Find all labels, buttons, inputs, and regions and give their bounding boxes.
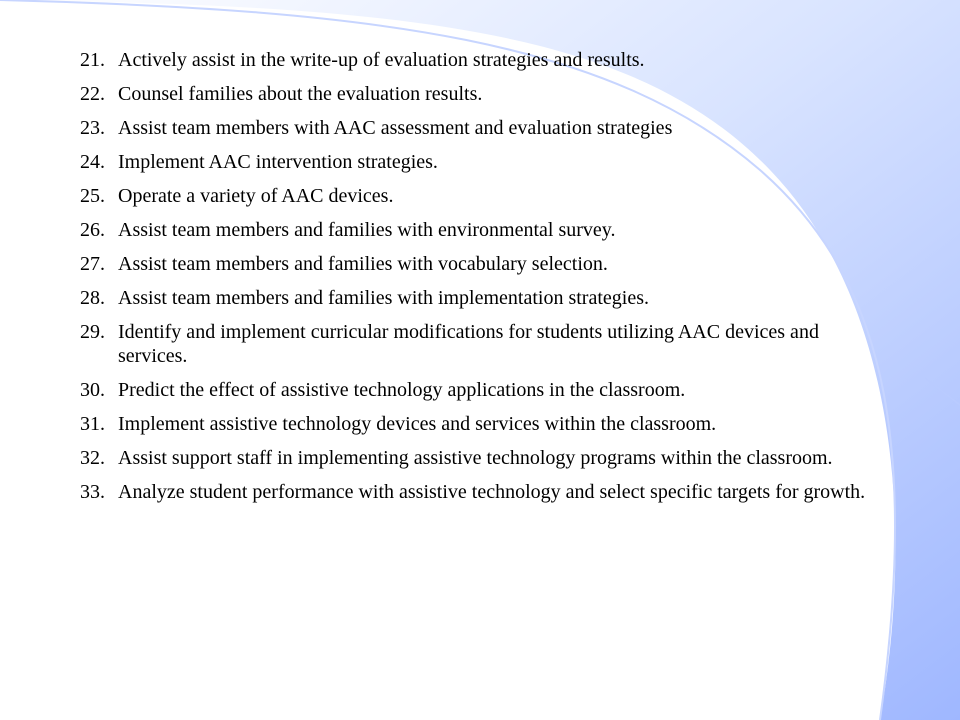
item-text: Assist team members and families with implementation strategies. [118, 287, 649, 309]
item-number: 22. [80, 83, 105, 105]
list-item [80, 116, 880, 140]
item-text: Assist team members and families with environmental survey. [118, 219, 616, 241]
item-number: 30. [80, 379, 105, 401]
item-number: 29. [80, 321, 105, 343]
list-item [80, 252, 880, 276]
list-item [80, 286, 880, 310]
item-number: 33. [80, 481, 105, 503]
item-number: 31. [80, 413, 105, 435]
item-text: Operate a variety of AAC devices. [118, 185, 394, 207]
list-item [80, 218, 880, 242]
item-text: Implement AAC intervention strategies. [118, 151, 438, 173]
item-text: Predict the effect of assistive technology applications in the classroom. [118, 379, 686, 401]
item-text: Assist team members with AAC assessment and evaluation strategies [118, 117, 673, 139]
item-text: Counsel families about the evaluation results. [118, 83, 483, 105]
item-text: Implement assistive technology devices and services within the classroom. [118, 413, 717, 435]
item-text: Identify and implement curricular modifications for students utilizing AAC devices and services. [118, 321, 819, 367]
list-item [80, 82, 880, 106]
list-item [80, 320, 880, 368]
item-text: Assist team members and families with vocabulary selection. [118, 253, 608, 275]
item-number: 24. [80, 151, 105, 173]
item-text: Actively assist in the write-up of evaluation strategies and results. [118, 49, 645, 71]
item-number: 21. [80, 49, 105, 71]
item-number: 23. [80, 117, 105, 139]
list-item [80, 446, 880, 470]
item-number: 26. [80, 219, 105, 241]
item-text: Analyze student performance with assistive technology and select specific targets for growth. [118, 481, 866, 503]
item-number: 32. [80, 447, 105, 469]
list-item [80, 48, 880, 72]
list-item [80, 378, 880, 402]
list-item [80, 150, 880, 174]
item-number: 25. [80, 185, 105, 207]
list-item [80, 412, 880, 436]
item-text: Assist support staff in implementing assistive technology programs within the classroom. [118, 447, 833, 469]
item-number: 28. [80, 287, 105, 309]
list-item [80, 480, 880, 504]
list-item [80, 184, 880, 208]
item-number: 27. [80, 253, 105, 275]
competency-list [80, 48, 880, 514]
